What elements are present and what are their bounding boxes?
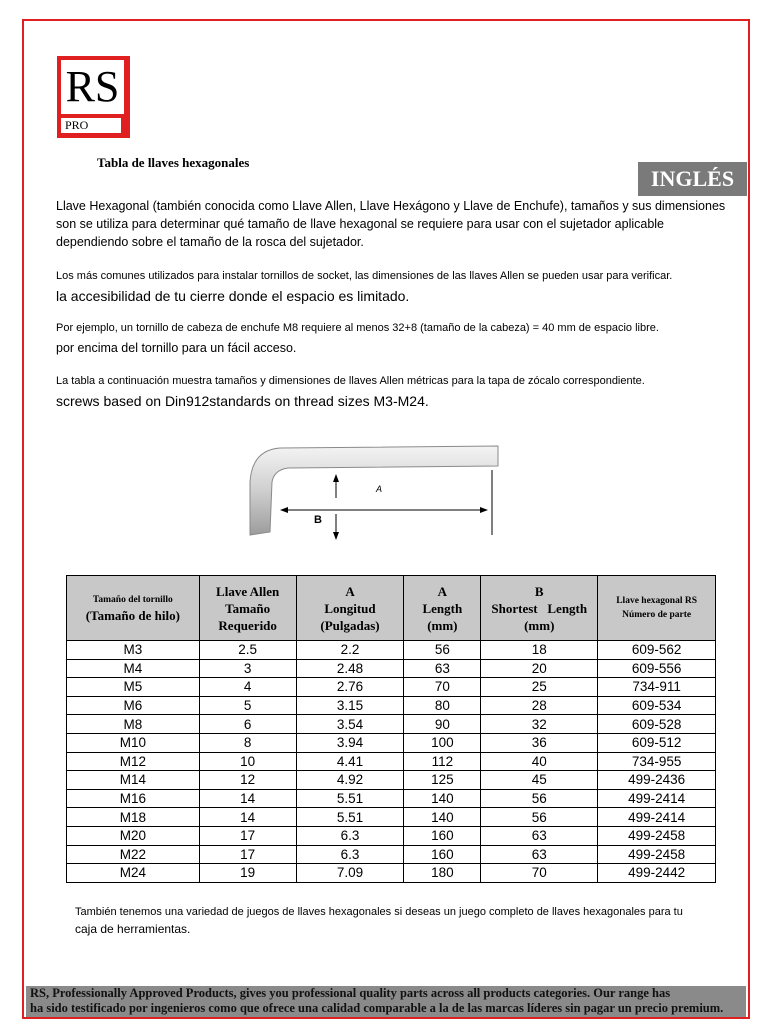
arrow-b-right-head [480,507,488,513]
header-screw-size-main: (Tamaño de hilo) [85,607,180,623]
table-cell: 112 [404,752,481,771]
rs-pro-logo [57,56,130,138]
table-cell: M24 [67,864,200,883]
table-cell: 63 [481,826,598,845]
table-cell: 19 [199,864,296,883]
intro-paragraph: Llave Hexagonal (también conocida como Llave Allen, Llave Hexágono y Llave de Enchufe), tamaños y sus dimensiones son se utiliza para determinar qué tamaño de llave hexagonal se requiere para usar con el sujetador aplicable dependiendo sobre el tamaño de la rosca del sujetador. [56,199,726,249]
table-row [67,864,716,883]
header-length-inches [296,576,404,641]
table-cell: M6 [67,696,200,715]
table-cell: 28 [481,696,598,715]
table-row [67,771,716,790]
table-cell: 17 [199,826,296,845]
table-cell: M5 [67,678,200,697]
table-cell: 40 [481,752,598,771]
header-allen-l2: Tamaño [225,600,271,616]
table-cell: 499-2414 [598,789,716,808]
table-cell: 100 [404,733,481,752]
header-screw-size-small: Tamaño del tornillo [92,594,173,605]
table-cell: 3.54 [296,715,404,734]
paragraph-4-line-1: La tabla a continuación muestra tamaños y dimensiones de llaves Allen métricas para la tapa de zócalo correspondiente. [56,375,645,387]
hex-key-diagram [240,440,520,550]
header-length-mm-l2: Length [422,600,463,616]
table-cell: 32 [481,715,598,734]
footnote-line-1: También tenemos una variedad de juegos de llaves hexagonales si deseas un juego completo de llaves hexagonales para tu [75,906,683,918]
header-allen-l3: Requerido [218,617,277,633]
footer-banner [26,986,746,1017]
header-part-l1: Llave hexagonal RS [616,596,697,606]
table-cell: 6.3 [296,826,404,845]
table-cell: M22 [67,845,200,864]
table-cell: 734-955 [598,752,716,771]
table-cell: M12 [67,752,200,771]
table-row [67,826,716,845]
table-cell: 609-562 [598,641,716,660]
table-cell: 499-2458 [598,826,716,845]
table-row [67,733,716,752]
table-cell: 56 [481,789,598,808]
table-cell: 3.15 [296,696,404,715]
label-b: B [314,514,322,526]
table-row [67,808,716,827]
header-length-mm [404,576,481,641]
table-cell: 3.94 [296,733,404,752]
logo-sub-text: PRO [61,118,121,133]
paragraph-2-line-1: Los más comunes utilizados para instalar tornillos de socket, las dimensiones de las llaves Allen se pueden usar para verificar. [56,270,673,282]
table-cell: 180 [404,864,481,883]
header-part-number [598,576,716,641]
table-cell: 45 [481,771,598,790]
table-row [67,659,716,678]
table-cell: 18 [481,641,598,660]
table-cell: 2.5 [199,641,296,660]
table-cell: 63 [481,845,598,864]
table-cell: 140 [404,808,481,827]
header-length-in-l2: Longitud [324,600,376,616]
table-cell: 36 [481,733,598,752]
header-shortest-l2: Shortest Length [491,600,588,616]
paragraph-3-line-2: por encima del tornillo para un fácil acceso. [56,341,297,355]
table-cell: 56 [404,641,481,660]
table-cell: 70 [481,864,598,883]
table-cell: 4.41 [296,752,404,771]
table-cell: 25 [481,678,598,697]
table-cell: M14 [67,771,200,790]
table-cell: 4 [199,678,296,697]
table-cell: 5.51 [296,789,404,808]
table-cell: M20 [67,826,200,845]
table-cell: 14 [199,808,296,827]
table-cell: 499-2458 [598,845,716,864]
table-cell: 609-534 [598,696,716,715]
hex-key-shape [250,446,498,535]
header-part-l2: Número de parte [622,610,692,620]
table-row [67,789,716,808]
table-row [67,678,716,697]
language-badge: INGLÉS [638,162,747,196]
table-cell: M8 [67,715,200,734]
table-body [67,641,716,883]
table-cell: 70 [404,678,481,697]
table-row [67,752,716,771]
paragraph-2-line-2: la accesibilidad de tu cierre donde el espacio es limitado. [56,288,410,304]
table-cell: 20 [481,659,598,678]
table-cell: 6.3 [296,845,404,864]
header-shortest-l3: (mm) [524,617,555,633]
table-cell: 2.2 [296,641,404,660]
table-row [67,641,716,660]
table-cell: 12 [199,771,296,790]
table-cell: M18 [67,808,200,827]
table-cell: M3 [67,641,200,660]
table-cell: 17 [199,845,296,864]
table-cell: 734-911 [598,678,716,697]
table-cell: 10 [199,752,296,771]
table-cell: M10 [67,733,200,752]
header-length-mm-l3: (mm) [427,617,458,633]
paragraph-3-line-1: Por ejemplo, un tornillo de cabeza de enchufe M8 requiere al menos 32+8 (tamaño de la cabeza) = 40 mm de espacio libre. [56,322,659,334]
header-length-in-l1: A [345,583,355,599]
table-cell: 140 [404,789,481,808]
table-cell: 609-556 [598,659,716,678]
table-cell: M4 [67,659,200,678]
table-cell: 5 [199,696,296,715]
table-cell: 609-528 [598,715,716,734]
table-cell: 63 [404,659,481,678]
table-cell: 125 [404,771,481,790]
logo-main-text: RS [65,62,120,111]
table-row [67,715,716,734]
table-cell: M16 [67,789,200,808]
table-cell: 7.09 [296,864,404,883]
table-cell: 499-2436 [598,771,716,790]
table-row [67,696,716,715]
header-length-in-l3: (Pulgadas) [320,617,380,633]
table-cell: 6 [199,715,296,734]
header-allen-key-size [199,576,296,641]
arrow-b-head [333,532,339,540]
table-cell: 56 [481,808,598,827]
table-cell: 90 [404,715,481,734]
hex-key-size-table [66,575,716,883]
table-cell: 609-512 [598,733,716,752]
header-shortest-l1: B [534,583,544,599]
arrow-b-left-head [280,507,288,513]
table-cell: 80 [404,696,481,715]
table-cell: 4.92 [296,771,404,790]
table-cell: 2.76 [296,678,404,697]
header-shortest-length [481,576,598,641]
table-cell: 2.48 [296,659,404,678]
document-title: Tabla de llaves hexagonales [97,155,250,170]
table-cell: 3 [199,659,296,678]
logo-box [61,60,124,114]
arrow-a-head [333,474,339,482]
label-a: A [376,484,383,494]
table-cell: 499-2414 [598,808,716,827]
header-screw-size [67,576,200,641]
banner-line-2: ha sido testificado por ingenieros como que ofrece una calidad comparable a la de las marcas líderes sin pagar un precio premium. [30,1001,724,1015]
header-allen-l1: Llave Allen [216,583,280,599]
table-cell: 14 [199,789,296,808]
footnote-line-2: caja de herramientas. [75,922,191,936]
table-row [67,845,716,864]
table-cell: 160 [404,845,481,864]
paragraph-4-line-2: screws based on Din912standards on thread sizes M3-M24. [56,393,429,409]
banner-line-1: RS, Professionally Approved Products, gives you professional quality parts across all products categories. Our range has [30,986,671,1000]
table-cell: 5.51 [296,808,404,827]
header-length-mm-l1: A [437,583,448,599]
table-cell: 8 [199,733,296,752]
table-header-row [67,576,716,641]
table-cell: 160 [404,826,481,845]
footnote [75,904,745,938]
table-cell: 499-2442 [598,864,716,883]
